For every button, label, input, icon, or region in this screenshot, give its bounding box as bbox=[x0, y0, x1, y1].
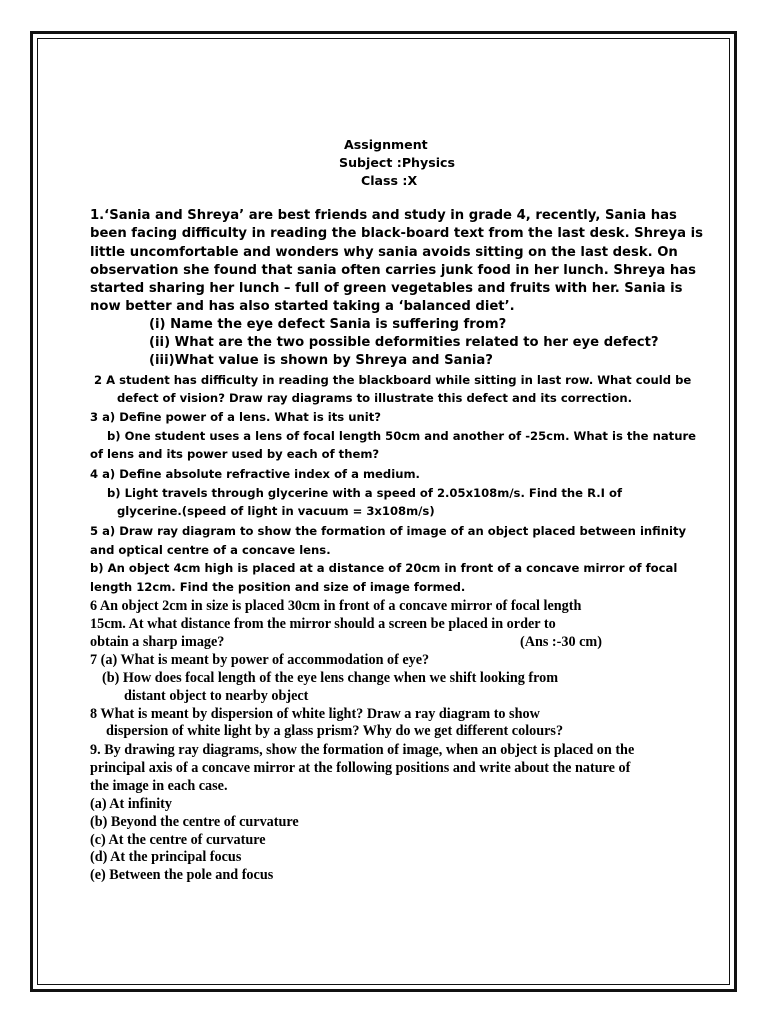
question-7-line: distant object to nearby object bbox=[124, 688, 309, 704]
question-7-line: 7 (a) What is meant by power of accommodation of eye? bbox=[90, 652, 430, 668]
question-1-line: 1.‘Sania and Shreya’ are best friends and study in grade 4, recently, Sania has bbox=[90, 208, 677, 223]
question-6-line: obtain a sharp image? bbox=[90, 634, 225, 650]
question-9-option: (c) At the centre of curvature bbox=[90, 832, 266, 848]
question-1-line: observation she found that sania often carries junk food in her lunch. Shreya has bbox=[90, 263, 696, 278]
question-2-line: defect of vision? Draw ray diagrams to illustrate this defect and its correction. bbox=[117, 391, 632, 405]
question-4-line: b) Light travels through glycerine with a speed of 2.05x108m/s. Find the R.I of bbox=[107, 486, 622, 500]
question-6-line: 15cm. At what distance from the mirror should a screen be placed in order to bbox=[90, 616, 556, 632]
question-9-option: (d) At the principal focus bbox=[90, 849, 242, 865]
question-9-line: principal axis of a concave mirror at the following positions and write about the nature of bbox=[90, 760, 631, 776]
question-9-option: (b) Beyond the centre of curvature bbox=[90, 814, 299, 830]
question-3-line: b) One student uses a lens of focal length 50cm and another of -25cm. What is the nature bbox=[107, 429, 697, 443]
answer-note: (Ans :-30 cm) bbox=[520, 634, 602, 650]
question-9-line: the image in each case. bbox=[90, 778, 228, 794]
question-6-line: 6 An object 2cm in size is placed 30cm in front of a concave mirror of focal length bbox=[90, 598, 582, 614]
question-5-line: length 12cm. Find the position and size of image formed. bbox=[90, 580, 466, 594]
question-4-line: 4 a) Define absolute refractive index of a medium. bbox=[90, 467, 420, 481]
question-5-line: and optical centre of a concave lens. bbox=[90, 543, 331, 557]
question-1-line: been facing difficulty in reading the black-board text from the last desk. Shreya is bbox=[90, 226, 703, 241]
question-2-line: 2 A student has difficulty in reading the blackboard while sitting in last row. What could be bbox=[94, 373, 692, 387]
question-4-line: glycerine.(speed of light in vacuum = 3x108m/s) bbox=[117, 504, 435, 518]
question-3-line: of lens and its power used by each of them? bbox=[90, 447, 380, 461]
assignment-title: Assignment bbox=[344, 137, 428, 152]
question-1-subpart: (ii) What are the two possible deformities related to her eye defect? bbox=[149, 335, 659, 350]
question-5-line: b) An object 4cm high is placed at a distance of 20cm in front of a concave mirror of focal bbox=[90, 561, 678, 575]
question-1-line: now better and has also started taking a ‘balanced diet’. bbox=[90, 299, 515, 314]
question-1-subpart: (iii)What value is shown by Shreya and Sania? bbox=[149, 353, 493, 368]
question-9-line: 9. By drawing ray diagrams, show the formation of image, when an object is placed on the bbox=[90, 742, 635, 758]
question-1-subpart: (i) Name the eye defect Sania is suffering from? bbox=[149, 317, 507, 332]
question-8-line: 8 What is meant by dispersion of white light? Draw a ray diagram to show bbox=[90, 706, 540, 722]
question-9-option: (a) At infinity bbox=[90, 796, 172, 812]
question-3-line: 3 a) Define power of a lens. What is its unit? bbox=[90, 410, 381, 424]
question-5-line: 5 a) Draw ray diagram to show the formation of image of an object placed between infinity bbox=[90, 524, 687, 538]
question-9-option: (e) Between the pole and focus bbox=[90, 867, 274, 883]
class-label: Class :X bbox=[361, 173, 418, 188]
question-7-line: (b) How does focal length of the eye lens change when we shift looking from bbox=[102, 670, 559, 686]
question-1-line: little uncomfortable and wonders why sania avoids sitting on the last desk. On bbox=[90, 245, 678, 260]
question-1-line: started sharing her lunch – full of green vegetables and fruits with her. Sania is bbox=[90, 281, 683, 296]
question-8-line: dispersion of white light by a glass prism? Why do we get different colours? bbox=[106, 723, 564, 739]
subject-label: Subject :Physics bbox=[339, 155, 455, 170]
